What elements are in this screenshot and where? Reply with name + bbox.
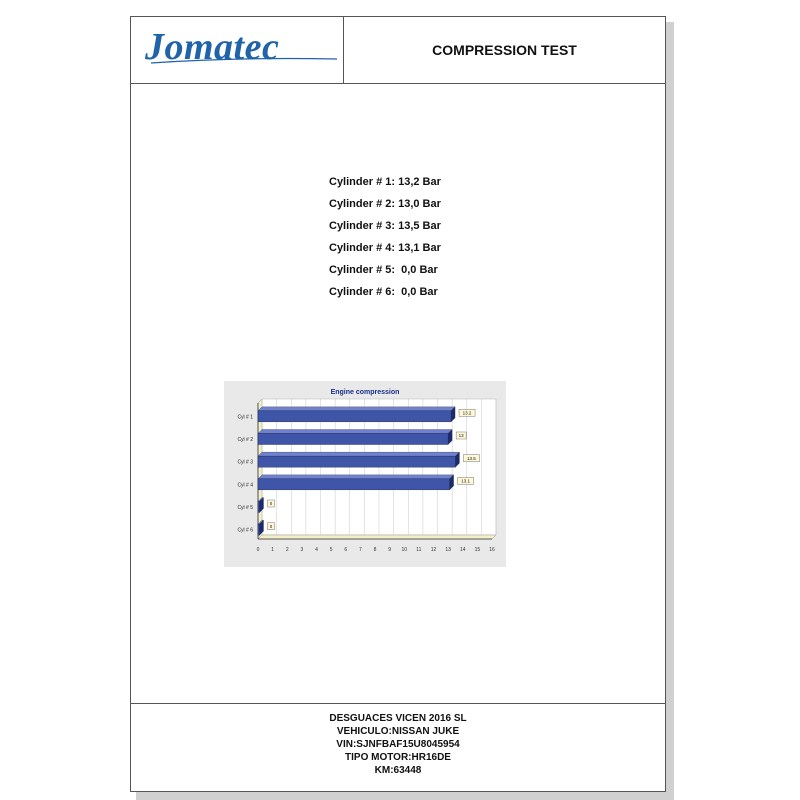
cylinder-reading-5: Cylinder # 5: 0,0 Bar (329, 264, 438, 276)
x-tick-label: 12 (430, 547, 437, 553)
y-category-label: Cyl # 2 (237, 437, 253, 443)
data-label: 13.5 (467, 455, 476, 461)
x-tick-label: 4 (315, 547, 318, 553)
x-tick-label: 11 (416, 547, 422, 553)
report-header (131, 17, 665, 84)
x-tick-label: 5 (329, 547, 333, 553)
bar (258, 479, 450, 490)
chart-title: Engine compression (330, 389, 400, 396)
y-category-label: Cyl # 4 (237, 482, 253, 489)
footer-company: DESGUACES VICEN 2016 SL (329, 713, 467, 724)
x-tick-label: 3 (300, 547, 304, 553)
report-page (130, 16, 666, 792)
footer-lines (131, 712, 665, 777)
data-label: 13.2 (462, 410, 472, 416)
y-category-label: Cyl # 5 (237, 505, 253, 511)
x-tick-label: 8 (373, 547, 377, 553)
cylinder-reading-3: Cylinder # 3: 13,5 Bar (329, 220, 441, 232)
bar (258, 524, 260, 535)
bar (258, 411, 451, 422)
report-footer (131, 703, 665, 792)
footer-mileage: KM:63448 (374, 765, 422, 776)
bar-top (258, 452, 459, 456)
x-tick-label: 14 (459, 547, 466, 553)
cylinder-readings (329, 171, 529, 303)
cylinder-reading-1: Cylinder # 1: 13,2 Bar (329, 176, 441, 188)
x-tick-label: 9 (388, 547, 392, 553)
footer-vin: VIN:SJNFBAF15U8045954 (336, 739, 460, 750)
bar-top (258, 407, 455, 411)
y-category-label: Cyl # 1 (237, 414, 253, 421)
company-logo: Jomatec (145, 26, 280, 68)
x-tick-label: 16 (489, 547, 495, 553)
footer-engine-type: TIPO MOTOR:HR16DE (345, 752, 451, 763)
x-tick-label: 15 (474, 547, 481, 553)
logo-swoosh-icon (149, 55, 339, 65)
x-tick-label: 7 (358, 547, 362, 553)
x-tick-label: 10 (401, 547, 408, 553)
y-category-label: Cyl # 3 (237, 459, 253, 466)
x-tick-label: 2 (285, 547, 289, 553)
x-tick-label: 13 (445, 547, 451, 553)
bar (258, 502, 260, 513)
x-tick-label: 6 (344, 547, 348, 553)
bar (258, 456, 455, 467)
report-title: COMPRESSION TEST (432, 42, 577, 58)
data-label: 0 (269, 523, 273, 529)
bar-top (258, 430, 452, 434)
bar-top (258, 475, 454, 479)
x-tick-label: 1 (271, 547, 275, 553)
plot-floor (258, 535, 496, 539)
compression-chart-svg (224, 381, 506, 567)
compression-chart (224, 381, 506, 567)
cylinder-reading-2: Cylinder # 2: 13,0 Bar (329, 198, 441, 210)
bar (258, 434, 448, 445)
logo-cell (131, 17, 344, 83)
footer-vehicle: VEHICULO:NISSAN JUKE (336, 726, 460, 737)
data-label: 13.1 (461, 478, 470, 484)
cylinder-reading-4: Cylinder # 4: 13,1 Bar (329, 242, 441, 254)
x-tick-label: 0 (256, 547, 260, 553)
cylinder-reading-6: Cylinder # 6: 0,0 Bar (329, 286, 438, 298)
data-label: 13 (458, 433, 464, 439)
data-label: 0 (269, 501, 273, 507)
y-category-label: Cyl # 6 (237, 527, 253, 534)
